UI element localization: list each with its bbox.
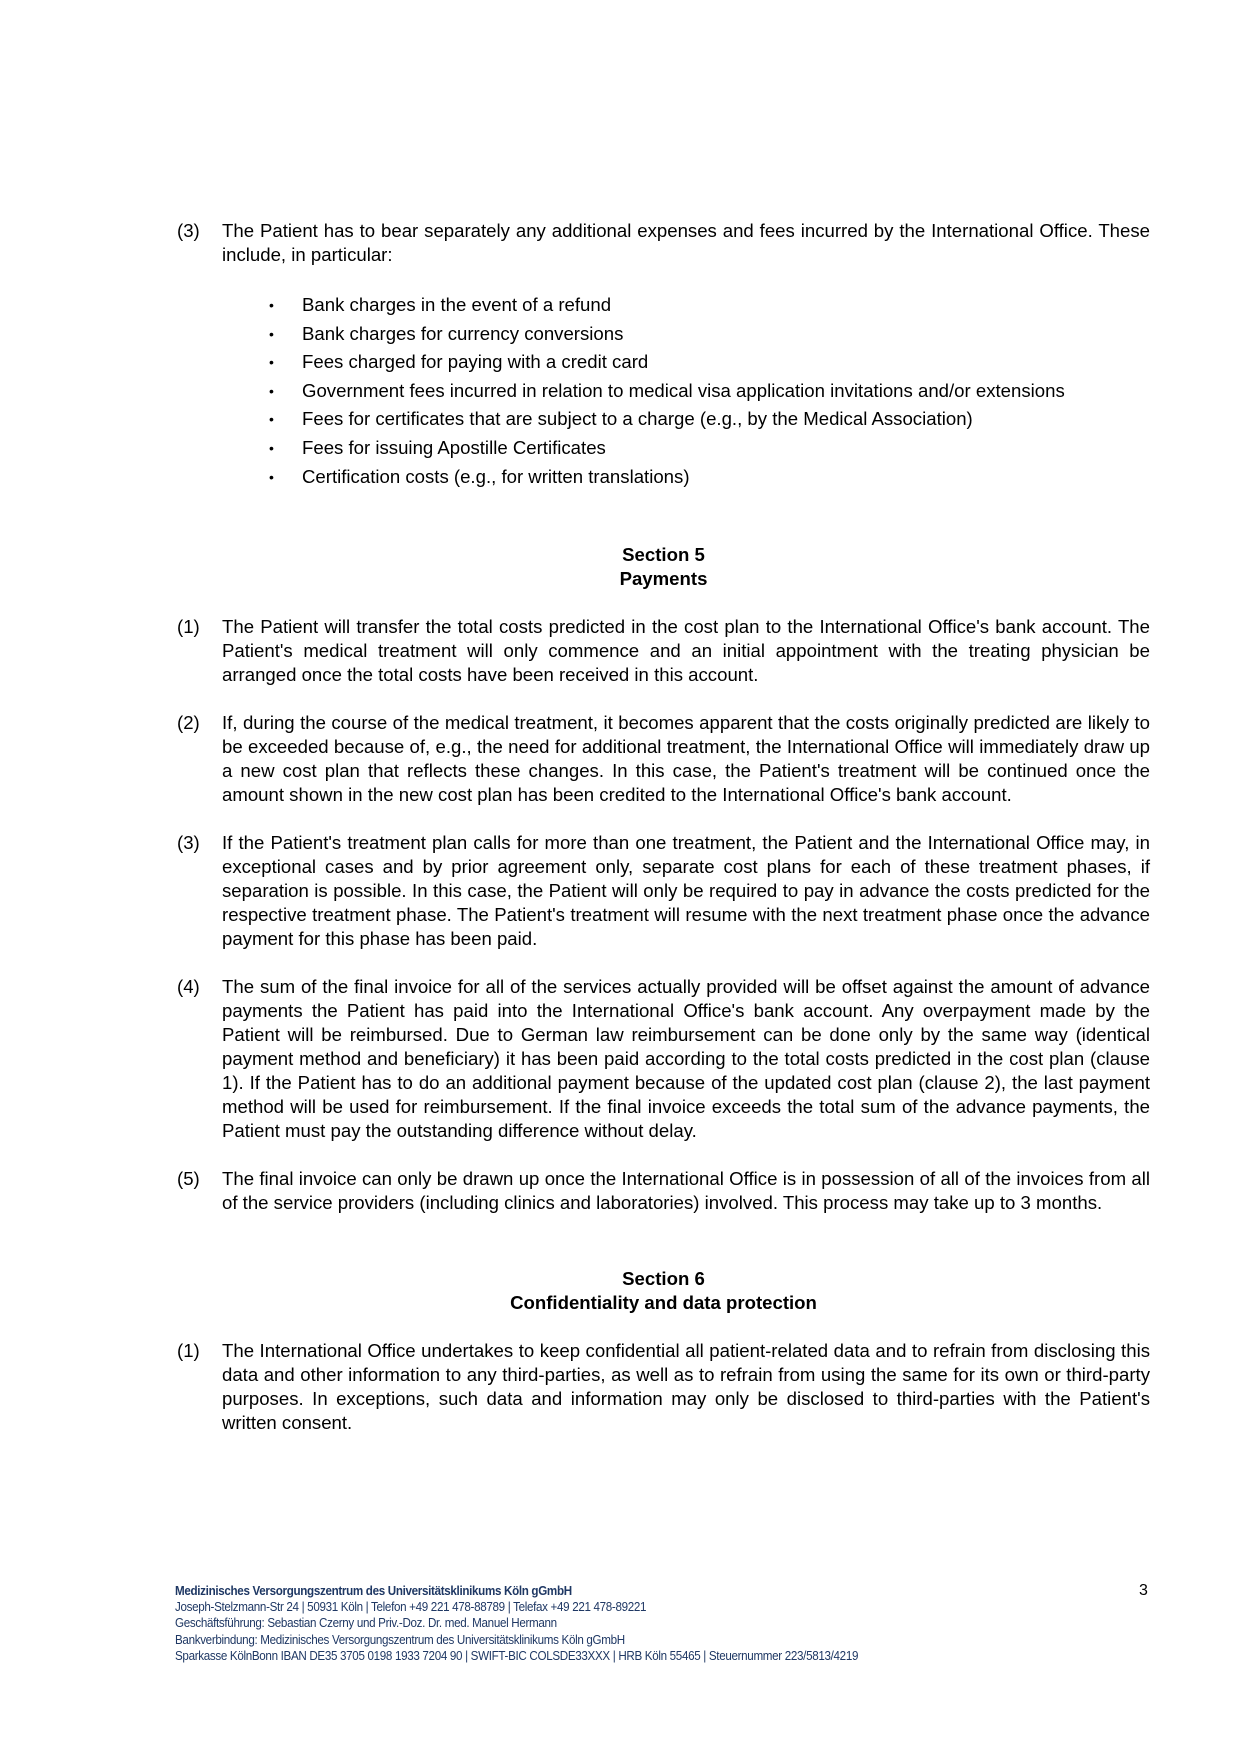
list-item: • Fees for certificates that are subject to a charge (e.g., by the Medical Association) [302, 405, 1150, 434]
list-item: • Bank charges for currency conversions [302, 320, 1150, 349]
footer-bank: Bankverbindung: Medizinisches Versorgungszentrum des Universitätsklinikums Köln gGmbH [175, 1632, 625, 1647]
paragraph-text: The Patient has to bear separately any additional expenses and fees incurred by the International Office. These include, in particular: [222, 220, 1150, 265]
list-item: • Certification costs (e.g., for written translations) [302, 463, 1150, 492]
bullet-icon: • [269, 468, 274, 485]
paragraph-text: If, during the course of the medical treatment, it becomes apparent that the costs originally predicted are likely to be exceeded because of, e.g., the need for additional treatment, the International Office will immediately draw up a new cost plan that reflects these changes. In this case, the Patient's treatment will be continued once the amount shown in the new cost plan has been credited to the International Office's bank account. [222, 712, 1150, 806]
paragraph-text: The Patient will transfer the total costs predicted in the cost plan to the International Office's bank account. The Patient's medical treatment will only commence and an initial appointment with the treating physician be arranged once the total costs have been received in this account. [222, 616, 1150, 686]
paragraph-number: (4) [177, 976, 200, 998]
paragraph-text: The sum of the final invoice for all of the services actually provided will be offset against the amount of advance payments the Patient has paid into the International Office's bank account. Any overpayment made by the Patient will be reimbursed. Due to German law reimbursement can be done only by the same way (identical payment method and beneficiary) it has been paid according to the total costs predicted in the cost plan (clause 1). If the Patient has to do an additional payment because of the updated cost plan (clause 2), the last payment method will be used for reimbursement. If the final invoice exceeds the total sum of the advance payments, the Patient must pay the outstanding difference without delay. [222, 976, 1150, 1142]
paragraph-number: (1) [177, 1340, 200, 1362]
section-title: Payments [619, 568, 708, 590]
paragraph-number: (5) [177, 1168, 200, 1190]
paragraph-number: (3) [177, 832, 200, 854]
section5-paragraph-3 [177, 831, 1150, 951]
bullet-icon: • [269, 411, 274, 428]
list-item: • Fees for issuing Apostille Certificates [302, 434, 1150, 463]
list-item: • Fees charged for paying with a credit card [302, 348, 1150, 377]
section6-paragraph-1 [177, 1339, 1150, 1435]
section5-paragraph-5 [177, 1167, 1150, 1215]
additional-fees-list [177, 291, 1150, 491]
bullet-icon: • [269, 297, 274, 313]
section5-paragraph-2 [177, 711, 1150, 807]
bullet-icon: • [269, 325, 274, 342]
section-6-heading [177, 1267, 1150, 1315]
paragraph-text: If the Patient's treatment plan calls for more than one treatment, the Patient and the International Office may, in exceptional cases and by prior agreement only, separate cost plans for each of these treatment phases, if separation is possible. In this case, the Patient will only be required to pay in advance the costs predicted for the respective treatment phase. The Patient's treatment will resume with the next treatment phase once the advance payment for this phase has been paid. [222, 832, 1150, 950]
section4-paragraph-3 [177, 219, 1150, 267]
section5-paragraph-1 [177, 615, 1150, 687]
section5-paragraph-4 [177, 975, 1150, 1143]
section-title: Confidentiality and data protection [510, 1292, 817, 1314]
letterhead-footer [175, 1583, 858, 1664]
bullet-icon: • [269, 382, 274, 399]
list-item: • Bank charges in the event of a refund [302, 291, 1150, 320]
bullet-icon: • [269, 439, 274, 456]
section-number: Section 6 [622, 1268, 705, 1290]
footer-organization: Medizinisches Versorgungszentrum des Universitätsklinikums Köln gGmbH [175, 1584, 572, 1598]
footer-address: Joseph-Stelzmann-Str 24 | 50931 Köln | Telefon +49 221 478-88789 | Telefax +49 221 478-89221 [175, 1600, 647, 1615]
bullet-icon: • [269, 354, 274, 371]
paragraph-number: (1) [177, 616, 200, 638]
section-5-heading [177, 543, 1150, 591]
footer-management: Geschäftsführung: Sebastian Czerny und Priv.-Doz. Dr. med. Manuel Hermann [175, 1616, 557, 1631]
paragraph-number: (2) [177, 712, 200, 734]
page-content [177, 219, 1150, 1459]
page-number: 3 [1139, 1582, 1148, 1599]
list-item: • Government fees incurred in relation to medical visa application invitations and/or extensions [302, 377, 1150, 406]
paragraph-number: (3) [177, 220, 200, 241]
paragraph-text: The final invoice can only be drawn up once the International Office is in possession of all of the invoices from all of the service providers (including clinics and laboratories) involved. This process may take up to 3 months. [222, 1168, 1150, 1214]
footer-account: Sparkasse KölnBonn IBAN DE35 3705 0198 1933 7204 90 | SWIFT-BIC COLSDE33XXX | HRB Köln 55465 | Steuernummer 223/5813/4219 [175, 1648, 859, 1663]
section-number: Section 5 [622, 544, 705, 566]
paragraph-text: The International Office undertakes to keep confidential all patient-related data and to refrain from disclosing this data and other information to any third-parties, as well as to refrain from using the same for its own or third-party purposes. In exceptions, such data and information may only be disclosed to third-parties with the Patient's written consent. [222, 1340, 1150, 1434]
